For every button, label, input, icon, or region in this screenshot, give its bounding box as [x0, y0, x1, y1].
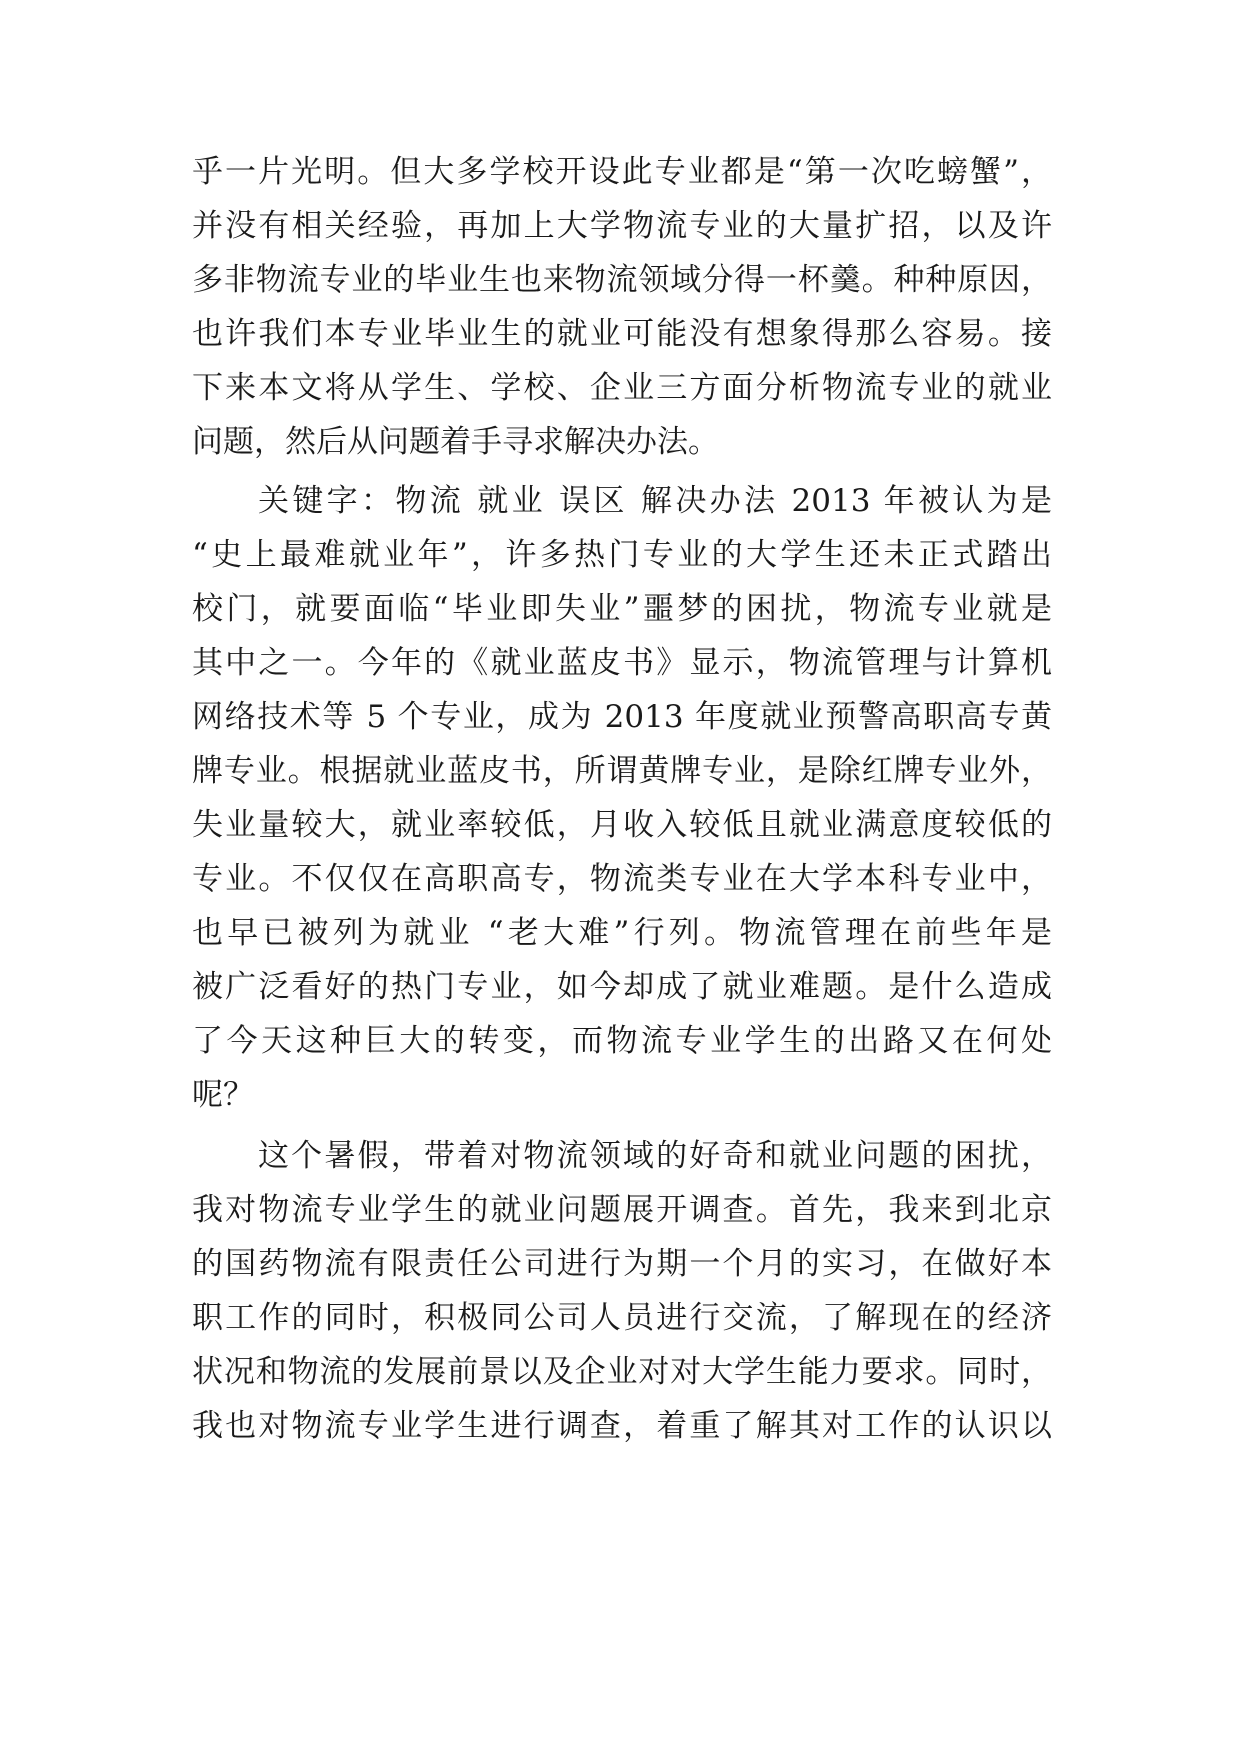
text-line: 下来本文将从学生、学校、企业三方面分析物流专业的就业 [192, 370, 1052, 406]
text-line: 牌专业。根据就业蓝皮书，所谓黄牌专业，是除红牌专业外， [192, 753, 1052, 789]
text-line: 的国药物流有限责任公司进行为期一个月的实习，在做好本 [192, 1246, 1052, 1282]
text-line: 乎一片光明。但大多学校开设此专业都是“第一次吃螃蟹”， [192, 154, 1052, 190]
text-line: 我也对物流专业学生进行调查，着重了解其对工作的认识以 [192, 1408, 1052, 1444]
text-line: 呢？ [192, 1077, 254, 1113]
text-line: 状况和物流的发展前景以及企业对对大学生能力要求。同时， [192, 1354, 1052, 1390]
text-line: 多非物流专业的毕业生也来物流领域分得一杯羹。种种原因， [192, 262, 1052, 298]
text-line: 我对物流专业学生的就业问题展开调查。首先，我来到北京 [192, 1192, 1052, 1228]
text-line: 问题，然后从问题着手寻求解决办法。 [192, 424, 719, 460]
text-line: 校门，就要面临“毕业即失业”噩梦的困扰，物流专业就是 [192, 591, 1052, 627]
keywords-line: 关键字：物流 就业 误区 解决办法 2013 年被认为是 [258, 483, 1052, 519]
text-line: 其中之一。今年的《就业蓝皮书》显示，物流管理与计算机 [192, 645, 1052, 681]
paragraph-start-line: 这个暑假，带着对物流领域的好奇和就业问题的困扰， [258, 1138, 1052, 1174]
text-line: 网络技术等 5 个专业，成为 2013 年度就业预警高职高专黄 [192, 699, 1052, 735]
text-line: 失业量较大，就业率较低，月收入较低且就业满意度较低的 [192, 807, 1052, 843]
text-line: 也早已被列为就业 “老大难”行列。物流管理在前些年是 [192, 915, 1052, 951]
text-line: “史上最难就业年”，许多热门专业的大学生还未正式踏出 [192, 537, 1052, 573]
text-line: 职工作的同时，积极同公司人员进行交流，了解现在的经济 [192, 1300, 1052, 1336]
text-line: 也许我们本专业毕业生的就业可能没有想象得那么容易。接 [192, 316, 1052, 352]
text-line: 专业。不仅仅在高职高专，物流类专业在大学本科专业中， [192, 861, 1052, 897]
text-line: 被广泛看好的热门专业，如今却成了就业难题。是什么造成 [192, 969, 1052, 1005]
text-line: 并没有相关经验，再加上大学物流专业的大量扩招，以及许 [192, 208, 1052, 244]
text-line: 了今天这种巨大的转变，而物流专业学生的出路又在何处 [192, 1023, 1052, 1059]
